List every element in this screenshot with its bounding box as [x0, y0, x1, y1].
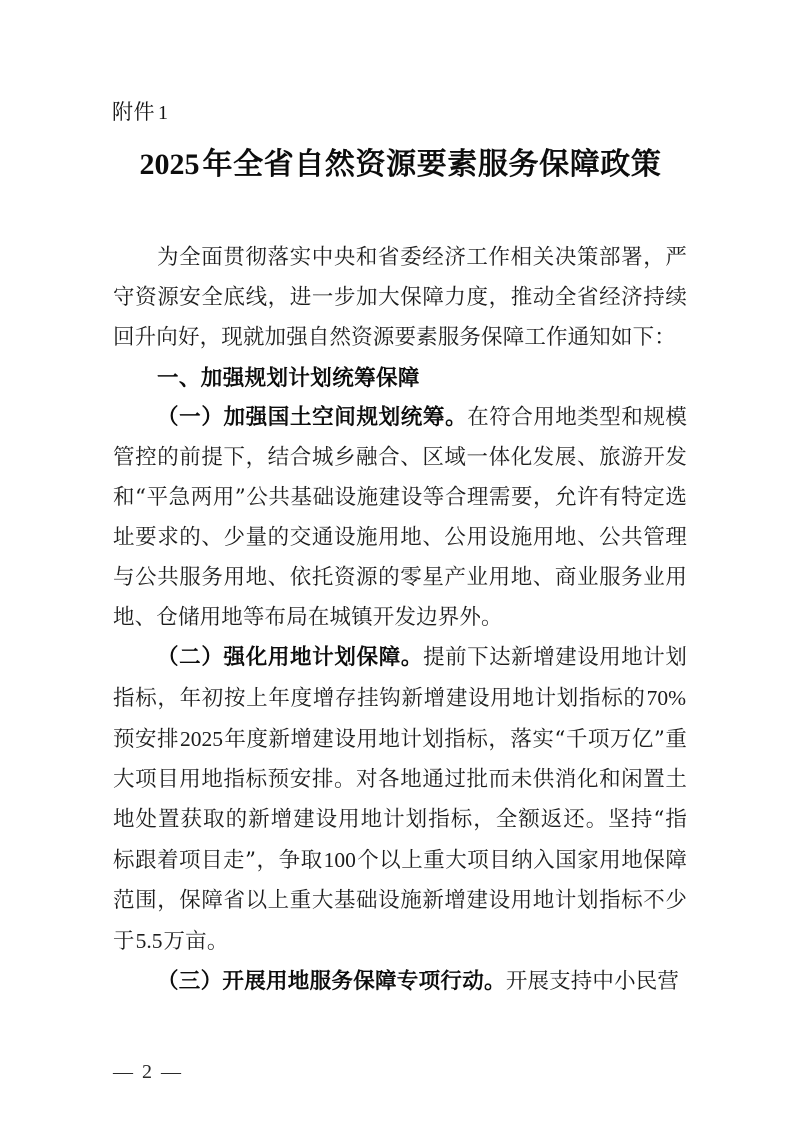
item-2-text-d: 个以上重大项目纳入国家用地保障范围，保障省以上重大基础设施新增建设用地计划指标不少于 — [113, 848, 687, 954]
item-1-text: 在符合用地类型和规模管控的前提下，结合城乡融合、区域一体化发展、旅游开发和“平急两用”公共基础设施建设等合理需要，允许有特定选址要求的、少量的交通设施用地、公用设施用地、公共管理与公共服务用地、依托资源的零星产业用地、商业服务业用地、仓储用地等布局在城镇开发边界外。 — [113, 405, 687, 630]
paragraph-item-3 — [113, 962, 687, 1002]
item-2-text-c: 年度新增建设用地计划指标，落实“千项万亿”重大项目用地指标预安排。对各地通过批而未供消化和闲置土地处置获取的新增建设用地计划指标，全额返还。坚持“指标跟着项目走”，争取 — [113, 727, 688, 873]
item-2-percentage: 70% — [646, 686, 686, 710]
section-heading-one — [113, 358, 687, 398]
preamble-text: 为全面贯彻落实中央和省委经济工作相关决策部署，严守资源安全底线，进一步加大保障力度，推动全省经济持续回升向好，现就加强自然资源要素服务保障工作通知如下： — [113, 245, 687, 350]
attachment-label — [112, 99, 169, 127]
paragraph-item-2 — [113, 638, 687, 962]
item-2-text-e: 万亩。 — [163, 929, 229, 954]
page-title-year: 2025 — [139, 148, 200, 181]
item-2-land-amount: 5.5 — [135, 929, 163, 953]
item-2-year: 2025 — [180, 727, 224, 751]
paragraph-preamble — [113, 238, 687, 358]
document-body — [113, 238, 687, 1002]
item-3-text: 开展支持中小民营 — [505, 969, 680, 994]
item-3-lead: （三）开展用地服务保障专项行动。 — [157, 969, 506, 994]
item-1-lead: （一）加强国土空间规划统筹。 — [157, 405, 468, 430]
item-2-text-a: 提前下达新增建设用地计划指标，年初按上年度增存挂钩新增建设用地计划指标的 — [113, 645, 687, 711]
page-title — [113, 143, 687, 187]
section-heading-one-text: 一、加强规划计划统筹保障 — [157, 366, 420, 390]
item-2-lead: （二）强化用地计划保障。 — [157, 645, 424, 670]
item-2-text-b: 预安排 — [113, 727, 180, 752]
attachment-label-text: 附件 — [112, 101, 155, 124]
attachment-number: 1 — [158, 102, 169, 124]
page-number-footer: — 2 — — [113, 1061, 183, 1083]
page-title-text: 年全省自然资源要素服务保障政策 — [202, 147, 662, 182]
paragraph-item-1 — [113, 398, 687, 638]
item-2-project-count: 100 — [323, 848, 356, 872]
